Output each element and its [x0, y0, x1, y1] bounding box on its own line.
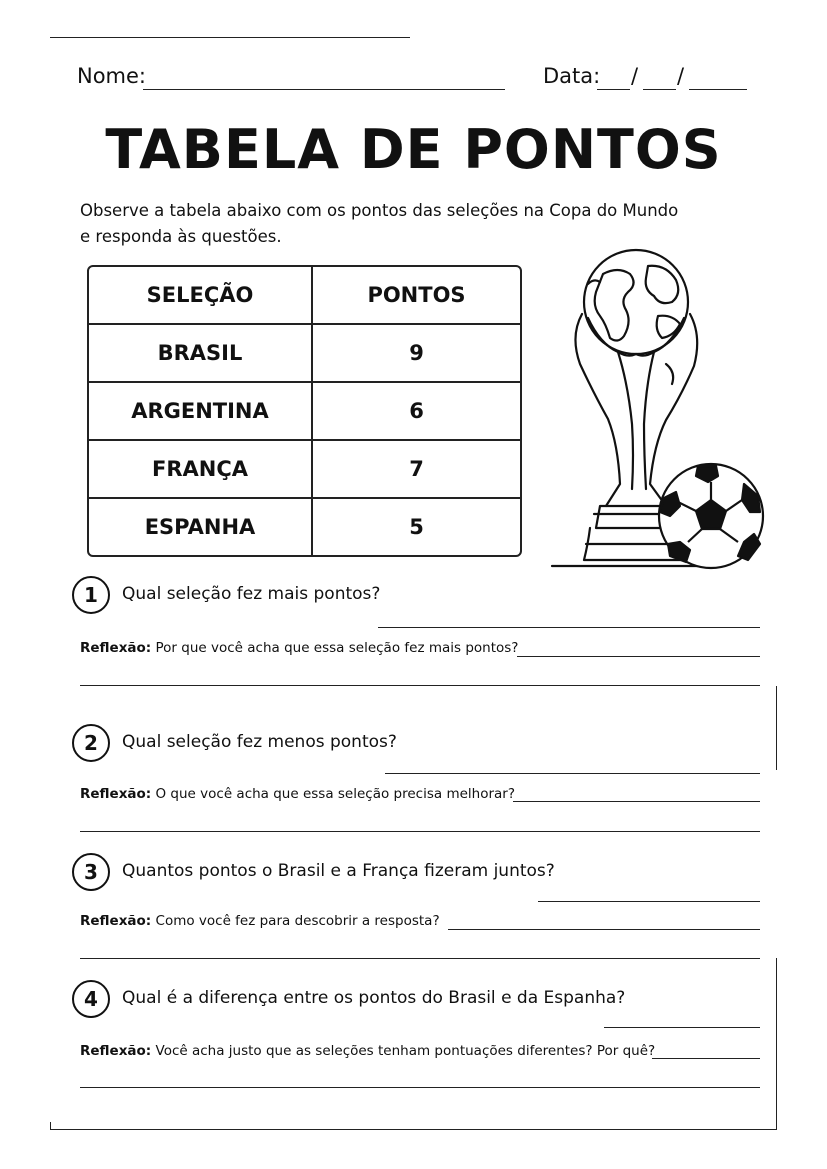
reflection-prompt: [80, 786, 515, 802]
answer-line[interactable]: [604, 1027, 760, 1028]
left-corner-line: [50, 1122, 51, 1130]
date-separator: /: [677, 64, 685, 88]
date-day-field[interactable]: [597, 89, 630, 90]
answer-line[interactable]: [385, 773, 760, 774]
reflection-text: Como você fez para descobrir a resposta?: [155, 913, 440, 929]
page-title: TABELA DE PONTOS: [105, 118, 722, 181]
answer-line[interactable]: [538, 901, 760, 902]
reflection-answer-line[interactable]: [80, 831, 760, 832]
team-cell: ESPANHA: [89, 499, 313, 555]
reflection-answer-line[interactable]: [517, 656, 760, 657]
table-row: [89, 325, 520, 383]
table-header-row: [89, 267, 520, 325]
soccer-ball-icon: [659, 464, 763, 568]
date-year-field[interactable]: [689, 89, 747, 90]
reflection-prompt: [80, 640, 518, 656]
reflection-label: Reflexão:: [80, 786, 152, 802]
date-label: Data:: [543, 64, 601, 88]
column-header-points: PONTOS: [313, 267, 520, 325]
reflection-answer-line[interactable]: [80, 685, 760, 686]
answer-line[interactable]: [378, 627, 760, 628]
question-text: Quantos pontos o Brasil e a França fizeram juntos?: [122, 861, 555, 881]
reflection-answer-line[interactable]: [513, 801, 760, 802]
points-table: [87, 265, 522, 557]
points-cell: 6: [313, 383, 520, 441]
date-month-field[interactable]: [643, 89, 676, 90]
right-border-line-1: [776, 686, 777, 770]
question-number: 3: [72, 853, 110, 891]
name-label: Nome:: [77, 64, 147, 88]
reflection-label: Reflexão:: [80, 640, 152, 656]
question-number: 2: [72, 724, 110, 762]
reflection-text: Por que você acha que essa seleção fez mais pontos?: [155, 640, 519, 656]
question-number: 4: [72, 980, 110, 1018]
name-field[interactable]: [143, 89, 505, 90]
points-cell: 9: [313, 325, 520, 383]
bottom-border-line: [50, 1129, 776, 1130]
team-cell: ARGENTINA: [89, 383, 313, 441]
top-decor-line: [50, 37, 410, 38]
world-cup-illustration: [548, 244, 770, 580]
column-header-team: SELEÇÃO: [89, 267, 313, 325]
table-row: [89, 441, 520, 499]
reflection-answer-line[interactable]: [80, 1087, 760, 1088]
points-cell: 7: [313, 441, 520, 499]
points-cell: 5: [409, 515, 424, 539]
question-number: 1: [72, 576, 110, 614]
reflection-text: Você acha justo que as seleções tenham pontuações diferentes? Por quê?: [155, 1043, 656, 1059]
reflection-label: Reflexão:: [80, 1043, 152, 1059]
question-text: Qual seleção fez menos pontos?: [122, 732, 397, 752]
team-cell: FRANÇA: [89, 441, 313, 499]
reflection-answer-line[interactable]: [652, 1058, 760, 1059]
reflection-answer-line[interactable]: [448, 929, 760, 930]
intro-text: Observe a tabela abaixo com os pontos das seleções na Copa do Mundo e responda às questões.: [80, 201, 679, 246]
question-text: Qual é a diferença entre os pontos do Brasil e da Espanha?: [122, 988, 626, 1008]
reflection-prompt: [80, 913, 440, 929]
table-row: [89, 383, 520, 441]
question-text: Qual seleção fez mais pontos?: [122, 584, 381, 604]
reflection-answer-line[interactable]: [80, 958, 760, 959]
reflection-prompt: [80, 1043, 655, 1059]
reflection-text: O que você acha que essa seleção precisa melhorar?: [155, 786, 515, 802]
right-border-line-2: [776, 958, 777, 1130]
team-cell: BRASIL: [89, 325, 313, 383]
table-row: [89, 499, 520, 555]
date-separator: /: [631, 64, 639, 88]
reflection-label: Reflexão:: [80, 913, 152, 929]
